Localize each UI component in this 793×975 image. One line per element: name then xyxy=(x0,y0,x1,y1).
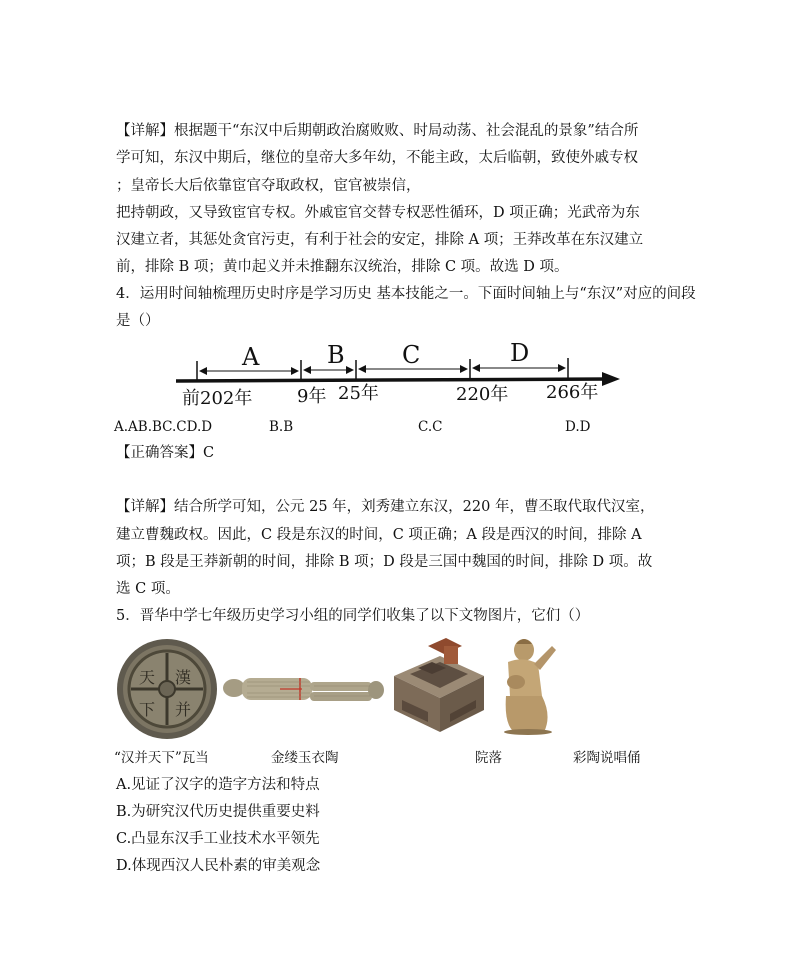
tile-char: 并 xyxy=(175,700,192,719)
q4-option-b[interactable]: B.B xyxy=(269,419,294,435)
question-5-stem: 5．晋华中学七年级历史学习小组的同学们收集了以下文物图片，它们（） xyxy=(116,608,590,624)
detail1-line: 学可知，东汉中期后，继位的皇帝大多年幼，不能主政，太后临朝，致使外戚专权 xyxy=(116,150,638,166)
q5-option-c[interactable]: C.凸显东汉手工业技术水平领先 xyxy=(116,831,320,847)
storyteller-figurine-image xyxy=(494,636,564,736)
year-label: 220年 xyxy=(456,384,509,405)
segment-label-b: B xyxy=(327,341,345,369)
question-4-stem-cont: 是（） xyxy=(116,313,160,329)
timeline-diagram xyxy=(170,337,630,417)
segment-label-d: D xyxy=(510,339,530,367)
caption-jade-suit: 金缕玉衣陶 xyxy=(271,750,339,766)
caption-figurine: 彩陶说唱俑 xyxy=(573,750,641,766)
tile-char: 漢 xyxy=(175,668,192,687)
detail2-line: 建立曹魏政权。因此，C 段是东汉的时间，C 项正确；A 段是西汉的时间，排除 A xyxy=(116,527,642,543)
timeline-axis xyxy=(176,379,610,381)
detail1-line: 把持朝政，又导致宦官专权。外戚宦官交替专权恶性循环，D 项正确；光武帝为东 xyxy=(116,205,640,221)
tile-char: 下 xyxy=(139,700,156,719)
detail1-line: 前，排除 B 项；黄巾起义并未推翻东汉统治，排除 C 项。故选 D 项。 xyxy=(116,259,569,275)
year-label: 前202年 xyxy=(182,388,253,409)
q4-option-d[interactable]: D.D xyxy=(565,419,591,435)
detail1-line: 【详解】根据题干“东汉中后期朝政治腐败败、时局动荡、社会混乱的景象”结合所 xyxy=(116,123,639,139)
q4-option-a[interactable]: A.AB.BC.CD.D xyxy=(114,419,213,435)
q5-option-a[interactable]: A.见证了汉字的造字方法和特点 xyxy=(116,777,320,793)
segment-label-a: A xyxy=(242,343,260,371)
detail2-line: 选 C 项。 xyxy=(116,581,180,597)
jade-suit-image xyxy=(222,668,386,710)
q5-option-b[interactable]: B.为研究汉代历史提供重要史料 xyxy=(116,804,320,820)
q5-option-d[interactable]: D.体现西汉人民朴素的审美观念 xyxy=(116,858,321,874)
year-label: 25年 xyxy=(338,383,379,404)
segment-label-c: C xyxy=(402,341,421,369)
caption-roof-tile: “汉并天下”瓦当 xyxy=(114,750,209,766)
detail1-line: 汉建立者，其惩处贪官污吏，有利于社会的安定，排除 A 项；王莽改革在东汉建立 xyxy=(116,232,644,248)
detail1-line: ；皇帝长大后依靠宦官夺取政权，宦官被崇信， xyxy=(116,178,421,194)
question-4-stem: 4．运用时间轴梳理历史时序是学习历史 基本技能之一。下面时间轴上与“东汉”对应的间段 xyxy=(116,286,696,302)
timeline-arrowhead xyxy=(602,372,620,386)
year-label: 266年 xyxy=(546,382,599,403)
roof-tile-image xyxy=(115,637,219,741)
detail2-line: 项；B 段是王莽新朝的时间，排除 B 项；D 段是三国中魏国的时间，排除 D 项。故 xyxy=(116,554,653,570)
year-label: 9年 xyxy=(297,386,327,407)
q4-answer: 【正确答案】C xyxy=(116,445,215,461)
tile-char: 天 xyxy=(139,668,156,687)
courtyard-model-image xyxy=(388,638,490,736)
q4-option-c[interactable]: C.C xyxy=(418,419,443,435)
caption-courtyard: 院落 xyxy=(475,750,502,766)
detail2-line: 【详解】结合所学可知，公元 25 年，刘秀建立东汉，220 年，曹丕取代取代汉室， xyxy=(116,499,655,515)
